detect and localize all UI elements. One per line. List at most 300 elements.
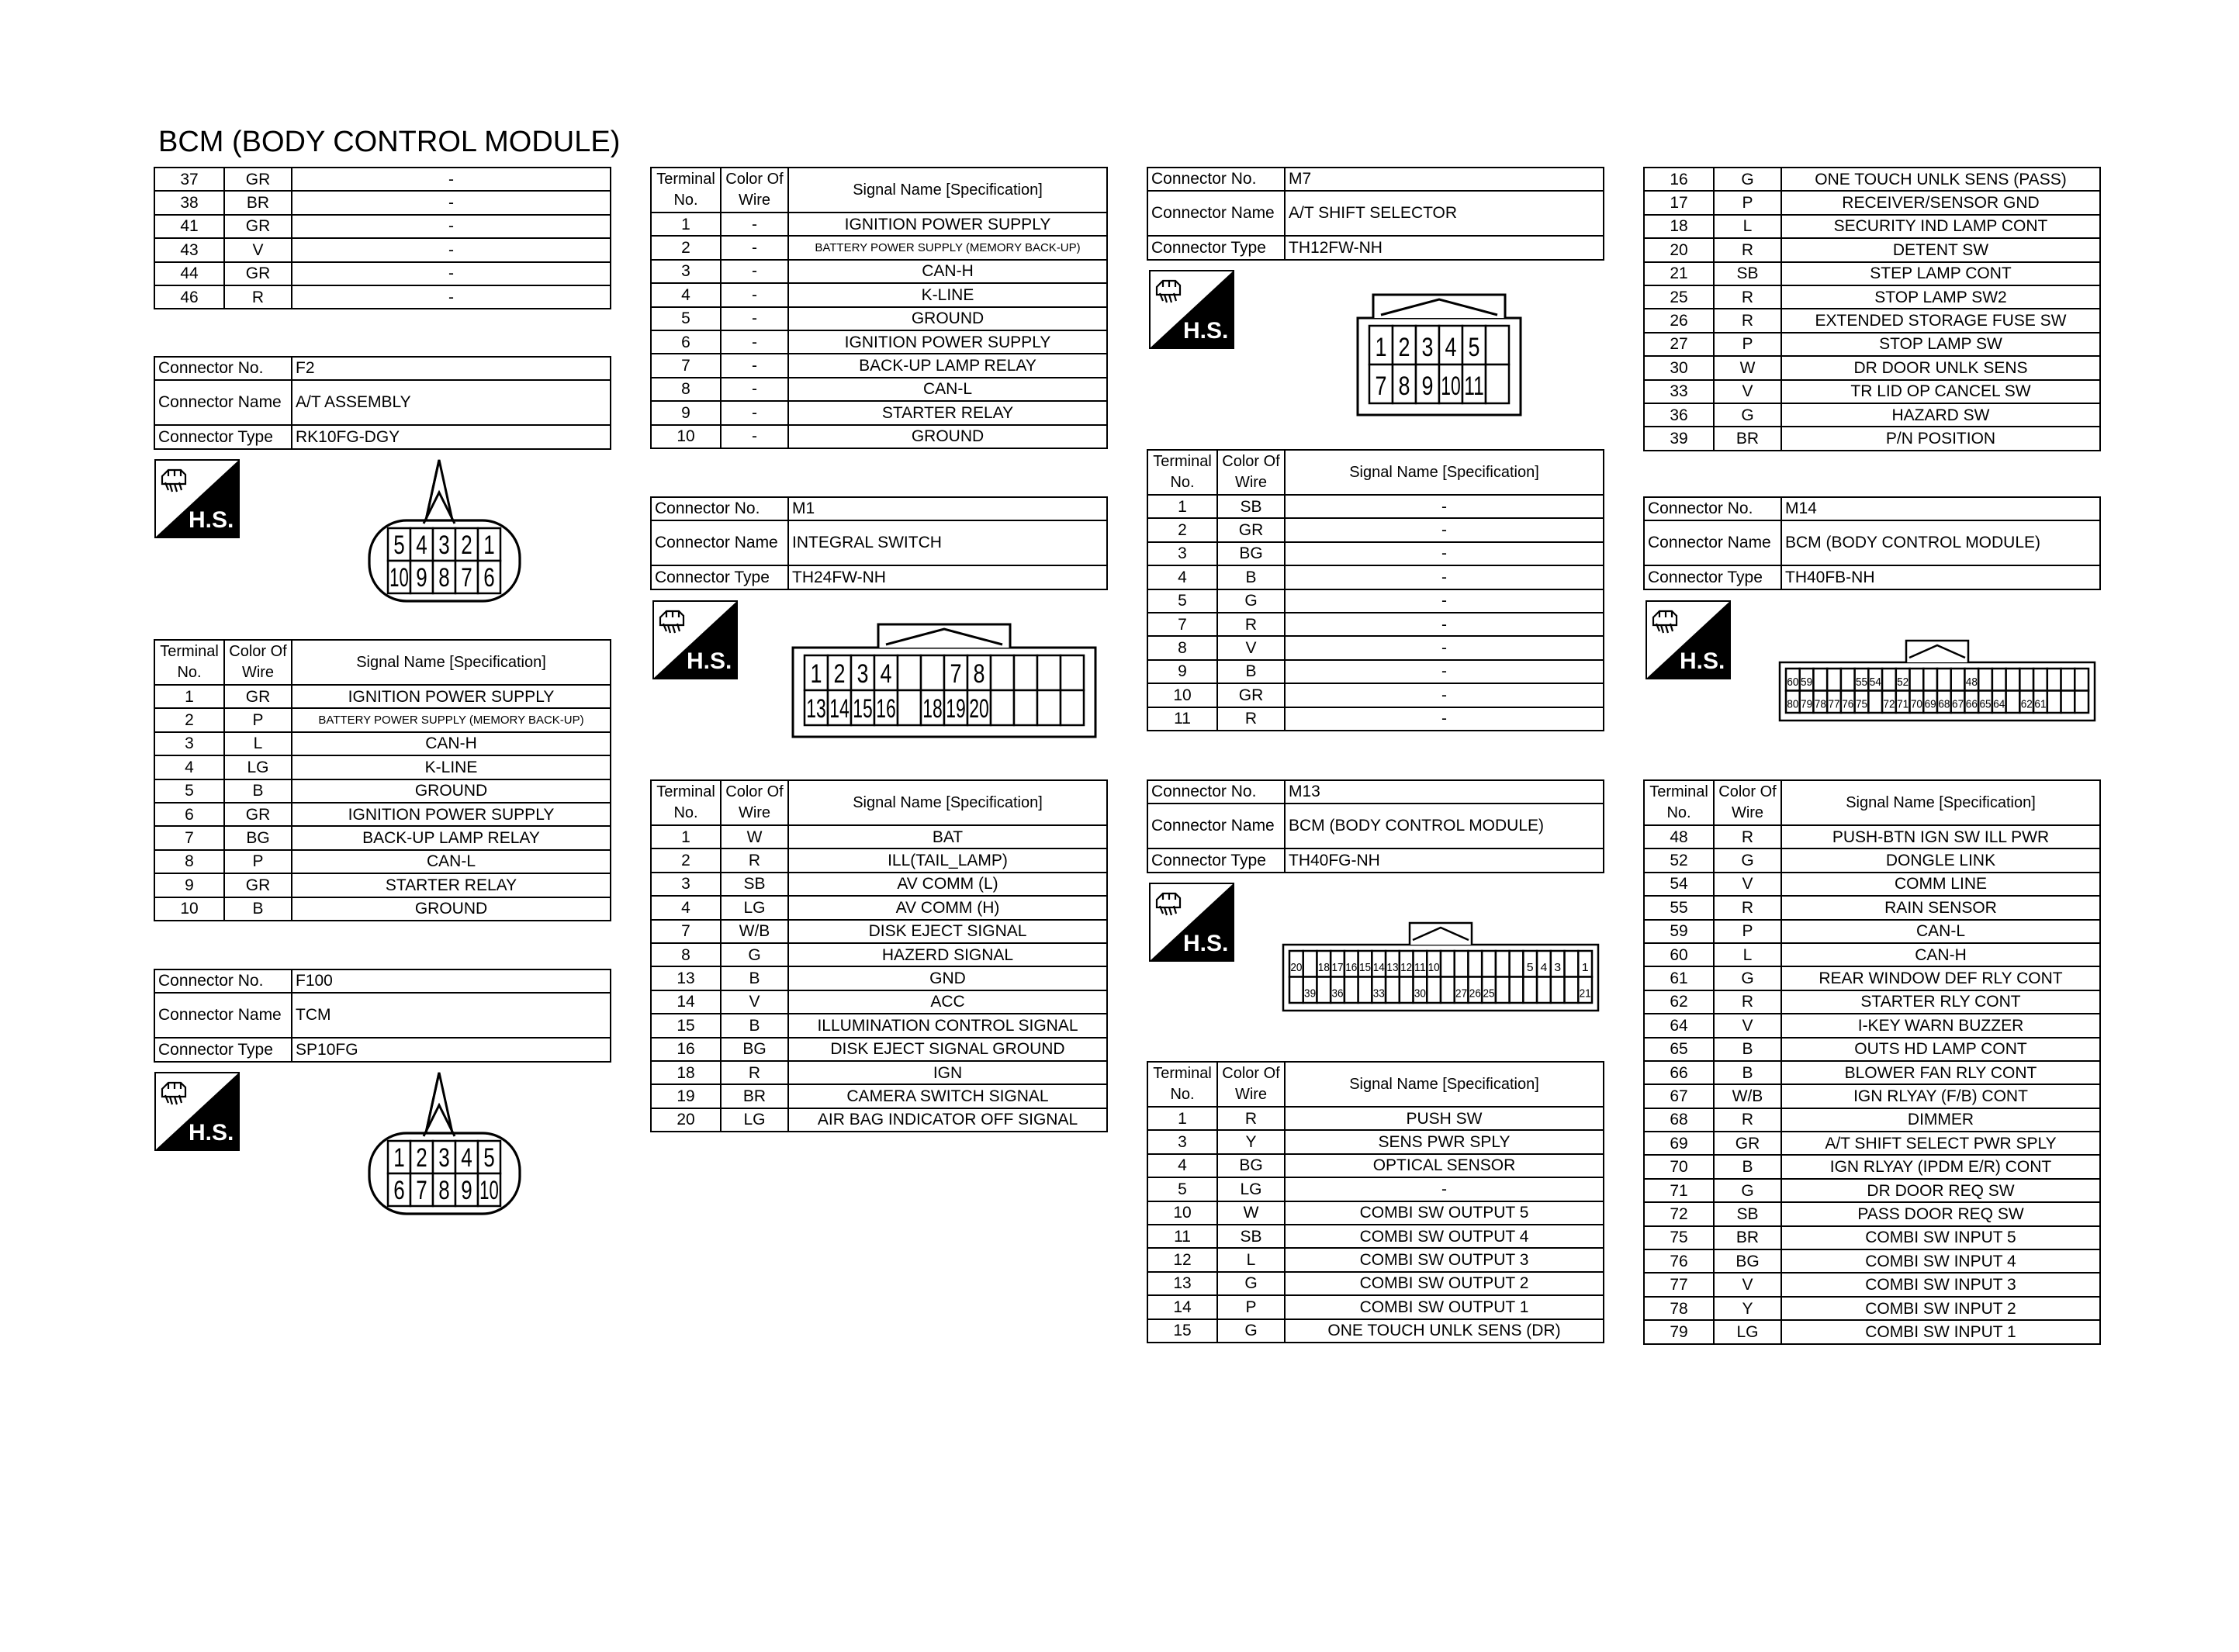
pin-number: 71 (1897, 697, 1909, 711)
connector-pin (1372, 977, 1386, 1004)
pin-number: 33 (1372, 987, 1385, 1001)
signal-name: PUSH SW (1285, 1107, 1604, 1130)
connector-pin (1455, 951, 1469, 977)
terminal-no: 10 (651, 425, 721, 448)
signal-name: BAT (788, 825, 1107, 848)
wire-color: - (721, 401, 788, 424)
wire-color: P (1714, 191, 1781, 214)
connector-no-value: M1 (788, 497, 1107, 520)
signal-name: CAN-H (1781, 943, 2100, 966)
signal-header: Signal Name [Specification] (1781, 780, 2100, 825)
hs-label: H.S. (687, 648, 732, 674)
terminal-no: 27 (1644, 333, 1714, 356)
wire-color: BG (721, 1038, 788, 1061)
pin-number: 55 (1855, 676, 1868, 689)
pin-number: 15 (1358, 961, 1372, 975)
terminal-no: 52 (1644, 848, 1714, 872)
signal-name: CAN-L (292, 850, 611, 873)
table-row (154, 779, 611, 803)
terminal-no: 4 (1147, 1154, 1217, 1177)
signal-name: - (1285, 636, 1604, 659)
terminal-no: 18 (1644, 215, 1714, 238)
pin-number: 18 (1317, 961, 1330, 975)
connector-pin (1882, 669, 1896, 691)
signal-header: Signal Name [Specification] (788, 168, 1107, 213)
table-row (651, 401, 1107, 424)
signal-name: K-LINE (788, 283, 1107, 306)
table-row (1644, 966, 2100, 990)
table-row (1147, 1107, 1604, 1130)
pin-number: 16 (876, 694, 896, 724)
wire-color: V (1714, 1014, 1781, 1037)
wire-color: Y (1217, 1130, 1285, 1153)
pin-number: 8 (973, 659, 985, 689)
table-row (1147, 1319, 1604, 1343)
wire-color: P (224, 850, 292, 873)
terminal-no: 61 (1644, 966, 1714, 990)
wire-color: B (721, 1014, 788, 1037)
terminal-no: 12 (1147, 1248, 1217, 1271)
pin-number: 9 (461, 1175, 472, 1205)
wire-color: W (721, 825, 788, 848)
connector-type-row (1644, 565, 2100, 589)
signal-name: IGN RLYAY (F/B) CONT (1781, 1084, 2100, 1108)
terminal-no: 10 (154, 897, 224, 921)
terminal-no: 14 (651, 990, 721, 1014)
wire-color: SB (1217, 495, 1285, 518)
connector-pin (1344, 977, 1358, 1004)
pin-number: 54 (1869, 676, 1881, 689)
connector-pin (1578, 951, 1592, 977)
wire-color: - (721, 307, 788, 330)
terminal-no: 70 (1644, 1155, 1714, 1178)
wire-color: B (1714, 1038, 1781, 1061)
pin-number: 14 (1372, 961, 1385, 975)
pin-number: 70 (1910, 697, 1922, 711)
connector-pin (1800, 691, 1814, 714)
connector-type-row (154, 425, 611, 448)
signal-name: - (292, 285, 611, 309)
table-header (651, 780, 1107, 825)
table-row (1644, 215, 2100, 238)
connector-pin (410, 1173, 433, 1206)
terminal-no: 30 (1644, 356, 1714, 379)
wire-color: GR (224, 215, 292, 238)
signal-name: COMBI SW INPUT 2 (1781, 1297, 2100, 1320)
connector-pin (1400, 951, 1414, 977)
table-row (154, 873, 611, 897)
signal-name: - (292, 191, 611, 214)
table-row (1147, 1248, 1604, 1271)
table-row (1147, 1201, 1604, 1225)
terminal-no: 10 (1147, 1201, 1217, 1225)
terminal-no: 19 (651, 1084, 721, 1108)
connector-pin (1358, 951, 1372, 977)
table-row (1644, 168, 2100, 191)
signal-name: DISK EJECT SIGNAL (788, 920, 1107, 943)
table-row (1644, 1038, 2100, 1061)
signal-name: STOP LAMP SW (1781, 333, 2100, 356)
hs-label: H.S. (1183, 931, 1229, 956)
terminal-no: 72 (1644, 1202, 1714, 1225)
signal-header: Signal Name [Specification] (292, 640, 611, 685)
terminal-no: 77 (1644, 1273, 1714, 1296)
terminal-no: 7 (651, 920, 721, 943)
connector-pin (1369, 326, 1393, 365)
wire-color: V (1714, 873, 1781, 896)
table-row (154, 285, 611, 309)
wire-color: P (224, 708, 292, 731)
signal-name: COMBI SW INPUT 5 (1781, 1226, 2100, 1249)
connector-pin (1992, 691, 2006, 714)
pin-number: 10 (479, 1175, 499, 1205)
connector-pin (967, 690, 991, 725)
pin-number: 4 (1540, 961, 1548, 975)
pin-number: 7 (1375, 372, 1387, 401)
pin-number: 76 (1842, 697, 1854, 711)
connector-pin (898, 655, 921, 690)
pin-number: 4 (416, 530, 427, 560)
connector-pin (433, 1173, 455, 1206)
terminal-no: 15 (651, 1014, 721, 1037)
connector-pin (2061, 669, 2075, 691)
table-row (1147, 1295, 1604, 1318)
signal-name: DIMMER (1781, 1108, 2100, 1132)
terminal-no: 4 (154, 755, 224, 779)
connector-pin (1416, 326, 1439, 365)
terminal-no: 1 (1147, 495, 1217, 518)
connector-f2-diagram (365, 454, 535, 609)
connector-f100-diagram (365, 1066, 535, 1222)
terminal-no: 54 (1644, 873, 1714, 896)
wire-color: V (224, 238, 292, 261)
pin-number: 3 (438, 1142, 450, 1173)
signal-name: - (1285, 542, 1604, 565)
pin-number: 6 (483, 562, 495, 593)
signal-name: GROUND (788, 425, 1107, 448)
wire-color: P (1217, 1295, 1285, 1318)
table-row (1644, 873, 2100, 896)
terminal-no: 46 (154, 285, 224, 309)
terminal-no: 76 (1644, 1249, 1714, 1273)
connector-pin (1441, 977, 1455, 1004)
connector-pin (1551, 951, 1565, 977)
connector-pin (455, 561, 478, 593)
wire-color: P (1714, 920, 1781, 943)
table-row (1644, 1132, 2100, 1155)
table-row (651, 990, 1107, 1014)
connector-pin (388, 1141, 410, 1173)
terminal-header: Terminal No. (154, 640, 224, 685)
connector-name-value: BCM (BODY CONTROL MODULE) (1781, 520, 2100, 565)
page-title: BCM (BODY CONTROL MODULE) (158, 126, 621, 158)
terminal-no: 9 (154, 873, 224, 897)
terminal-no: 13 (651, 966, 721, 990)
wire-color: W/B (1714, 1084, 1781, 1108)
connector-pin (455, 1141, 478, 1173)
pin-number: 5 (1526, 961, 1534, 975)
terminal-header: Terminal No. (651, 168, 721, 213)
signal-name: COMBI SW OUTPUT 4 (1285, 1225, 1604, 1248)
terminal-no: 5 (1147, 589, 1217, 613)
signal-name: - (292, 168, 611, 191)
signal-name: COMBI SW INPUT 3 (1781, 1273, 2100, 1296)
connector-pin (1303, 977, 1317, 1004)
signal-header: Signal Name [Specification] (1285, 450, 1604, 495)
signal-name: GROUND (292, 779, 611, 803)
table-header (1644, 780, 2100, 825)
terminal-no: 79 (1644, 1320, 1714, 1343)
table-row (651, 425, 1107, 448)
connector-pin (1841, 691, 1855, 714)
connector-pin (1841, 669, 1855, 691)
connector-pin (1303, 951, 1317, 977)
terminal-no: 5 (1147, 1177, 1217, 1201)
connector-pin (874, 690, 898, 725)
m13-continued-table (1643, 167, 2101, 451)
connector-pin (1289, 951, 1303, 977)
hs-icon (1646, 600, 1731, 679)
signal-name: DR DOOR REQ SW (1781, 1179, 2100, 1202)
connector-no-row (1147, 780, 1604, 804)
signal-name: IGN RLYAY (IPDM E/R) CONT (1781, 1155, 2100, 1178)
wire-color: GR (224, 873, 292, 897)
connector-pin (1827, 669, 1841, 691)
connector-type-label: Connector Type (154, 425, 292, 448)
connector-pin (1393, 326, 1416, 365)
table-row (154, 191, 611, 214)
terminal-no: 2 (651, 236, 721, 259)
signal-name: COMBI SW OUTPUT 3 (1285, 1248, 1604, 1271)
connector-pin (2033, 691, 2047, 714)
table-row (1644, 1297, 2100, 1320)
signal-name: COMBI SW OUTPUT 5 (1285, 1201, 1604, 1225)
table-row (154, 826, 611, 849)
pin-number: 2 (1398, 333, 1410, 362)
connector-pin (898, 690, 921, 725)
connector-pin (1510, 977, 1524, 1004)
connector-pin (1468, 951, 1482, 977)
terminal-no: 60 (1644, 943, 1714, 966)
wire-color: - (721, 213, 788, 236)
table-row (1644, 896, 2100, 919)
connector-pin (2019, 669, 2033, 691)
table-row (1147, 1177, 1604, 1201)
connector-pin (1978, 669, 1992, 691)
pin-number: 67 (1952, 697, 1964, 711)
wire-color: B (224, 779, 292, 803)
pin-number: 80 (1787, 697, 1799, 711)
connector-pin (1439, 326, 1462, 365)
signal-name: A/T SHIFT SELECT PWR SPLY (1781, 1132, 2100, 1155)
wire-color: - (721, 283, 788, 306)
connector-pin (1827, 691, 1841, 714)
table-row (651, 330, 1107, 354)
signal-name: HAZERD SIGNAL (788, 943, 1107, 966)
signal-name: COMBI SW INPUT 1 (1781, 1320, 2100, 1343)
connector-pin (1951, 669, 1965, 691)
table-row (154, 803, 611, 826)
connector-type-label: Connector Type (1644, 565, 1781, 589)
wire-color: SB (721, 873, 788, 896)
wire-color: BR (1714, 1226, 1781, 1249)
connector-pin (1037, 655, 1061, 690)
signal-name: COMBI SW OUTPUT 2 (1285, 1272, 1604, 1295)
table-row (651, 260, 1107, 283)
table-row (1644, 848, 2100, 872)
connector-pin (1910, 669, 1924, 691)
wire-color: B (1217, 565, 1285, 589)
pin-number: 60 (1787, 676, 1799, 689)
pin-number: 20 (969, 694, 989, 724)
connector-pin (1813, 691, 1827, 714)
terminal-no: 25 (1644, 285, 1714, 309)
signal-name: PUSH-BTN IGN SW ILL PWR (1781, 825, 2100, 848)
pin-number: 10 (1427, 961, 1440, 975)
table-row (1644, 262, 2100, 285)
connector-pin (1372, 951, 1386, 977)
connector-pin (1468, 977, 1482, 1004)
connector-pin (388, 1173, 410, 1206)
table-row (154, 708, 611, 731)
wire-color: R (1714, 1108, 1781, 1132)
pin-number: 16 (1345, 961, 1358, 975)
signal-name: DR DOOR UNLK SENS (1781, 356, 2100, 379)
terminal-no: 69 (1644, 1132, 1714, 1155)
terminal-no: 17 (1644, 191, 1714, 214)
connector-pin (1486, 365, 1509, 403)
terminal-header: Terminal No. (1644, 780, 1714, 825)
connector-pin (1537, 977, 1551, 1004)
pin-number: 26 (1469, 987, 1481, 1001)
connector-name-row (651, 520, 1107, 565)
pin-number: 1 (1375, 333, 1387, 362)
table-row (651, 825, 1107, 848)
connector-pin (2033, 669, 2047, 691)
connector-type-row (1147, 848, 1604, 872)
terminal-no: 10 (1147, 683, 1217, 707)
connector-name-label: Connector Name (154, 380, 292, 425)
wire-color: R (1714, 896, 1781, 919)
terminal-no: 20 (1644, 238, 1714, 261)
connector-pin (2075, 669, 2088, 691)
wire-color: B (224, 897, 292, 921)
connector-pin (478, 1141, 500, 1173)
m7-terminal-table (1147, 449, 1604, 731)
signal-name: ONE TOUCH UNLK SENS (DR) (1285, 1319, 1604, 1343)
terminal-no: 1 (651, 825, 721, 848)
signal-name: EXTENDED STORAGE FUSE SW (1781, 309, 2100, 332)
pin-number: 1 (810, 659, 822, 689)
wire-color: B (1217, 660, 1285, 683)
wire-color: B (1714, 1061, 1781, 1084)
connector-pin (2047, 691, 2061, 714)
pin-number: 2 (833, 659, 846, 689)
connector-pin (1923, 669, 1937, 691)
terminal-no: 39 (1644, 427, 1714, 450)
signal-name: - (292, 262, 611, 285)
pin-number: 9 (1421, 372, 1434, 401)
connector-pin (1496, 951, 1510, 977)
wire-color: SB (1714, 262, 1781, 285)
pin-number: 12 (1400, 961, 1413, 975)
wire-color: V (1714, 1273, 1781, 1296)
table-row (154, 897, 611, 921)
pin-number: 11 (1414, 961, 1426, 975)
pin-number: 3 (1421, 333, 1434, 362)
pin-number: 3 (438, 530, 450, 560)
connector-pin (455, 528, 478, 561)
table-row (154, 168, 611, 191)
connector-pin (1037, 690, 1061, 725)
connector-pin (1951, 691, 1965, 714)
connector-pin (478, 1173, 500, 1206)
signal-name: AV COMM (L) (788, 873, 1107, 896)
signal-name: SECURITY IND LAMP CONT (1781, 215, 2100, 238)
signal-name: SENS PWR SPLY (1285, 1130, 1604, 1153)
table-row (1644, 1061, 2100, 1084)
connector-pin (1414, 977, 1427, 1004)
table-row (1147, 1272, 1604, 1295)
connector-no-row (154, 969, 611, 993)
connector-pin (1386, 977, 1400, 1004)
connector-pin (944, 655, 967, 690)
connector-pin (1393, 365, 1416, 403)
m1-terminal-table (650, 779, 1108, 1132)
connector-info-m1 (650, 496, 1108, 590)
connector-type-label: Connector Type (154, 1038, 292, 1061)
signal-name: - (1285, 518, 1604, 541)
pin-number: 25 (1483, 987, 1495, 1001)
terminal-no: 68 (1644, 1108, 1714, 1132)
pin-number: 10 (1441, 372, 1461, 401)
table-row (1147, 1154, 1604, 1177)
connector-no-label: Connector No. (154, 357, 292, 380)
terminal-no: 1 (154, 685, 224, 708)
connector-pin (1896, 691, 1910, 714)
table-row (1147, 495, 1604, 518)
connector-no-value: F2 (292, 357, 611, 380)
signal-name: STOP LAMP SW2 (1781, 285, 2100, 309)
connector-m13-diagram (1282, 917, 1600, 1014)
pin-number: 1 (393, 1142, 405, 1173)
connector-pin (433, 561, 455, 593)
wire-color: BG (1217, 1154, 1285, 1177)
connector-type-value: TH24FW-NH (788, 565, 1107, 589)
wire-color: LG (1714, 1320, 1781, 1343)
table-row (1644, 825, 2100, 848)
wire-color: - (721, 425, 788, 448)
connector-no-value: M14 (1781, 497, 2100, 520)
table-row (651, 213, 1107, 236)
wire-color: GR (224, 168, 292, 191)
wire-color: G (1217, 1272, 1285, 1295)
wire-color: G (1714, 403, 1781, 427)
pin-number: 4 (880, 659, 892, 689)
table-row (1644, 1202, 2100, 1225)
table-row (1644, 309, 2100, 332)
table-row (1644, 238, 2100, 261)
table-row (1644, 1273, 2100, 1296)
wire-color: BG (1714, 1249, 1781, 1273)
m14-terminal-table (1643, 779, 2101, 1345)
terminal-no: 5 (154, 779, 224, 803)
connector-info-m7 (1147, 167, 1604, 261)
wire-color: - (721, 330, 788, 354)
signal-name: CAMERA SWITCH SIGNAL (788, 1084, 1107, 1108)
table-row (1147, 660, 1604, 683)
connector-type-value: TH12FW-NH (1285, 236, 1604, 259)
